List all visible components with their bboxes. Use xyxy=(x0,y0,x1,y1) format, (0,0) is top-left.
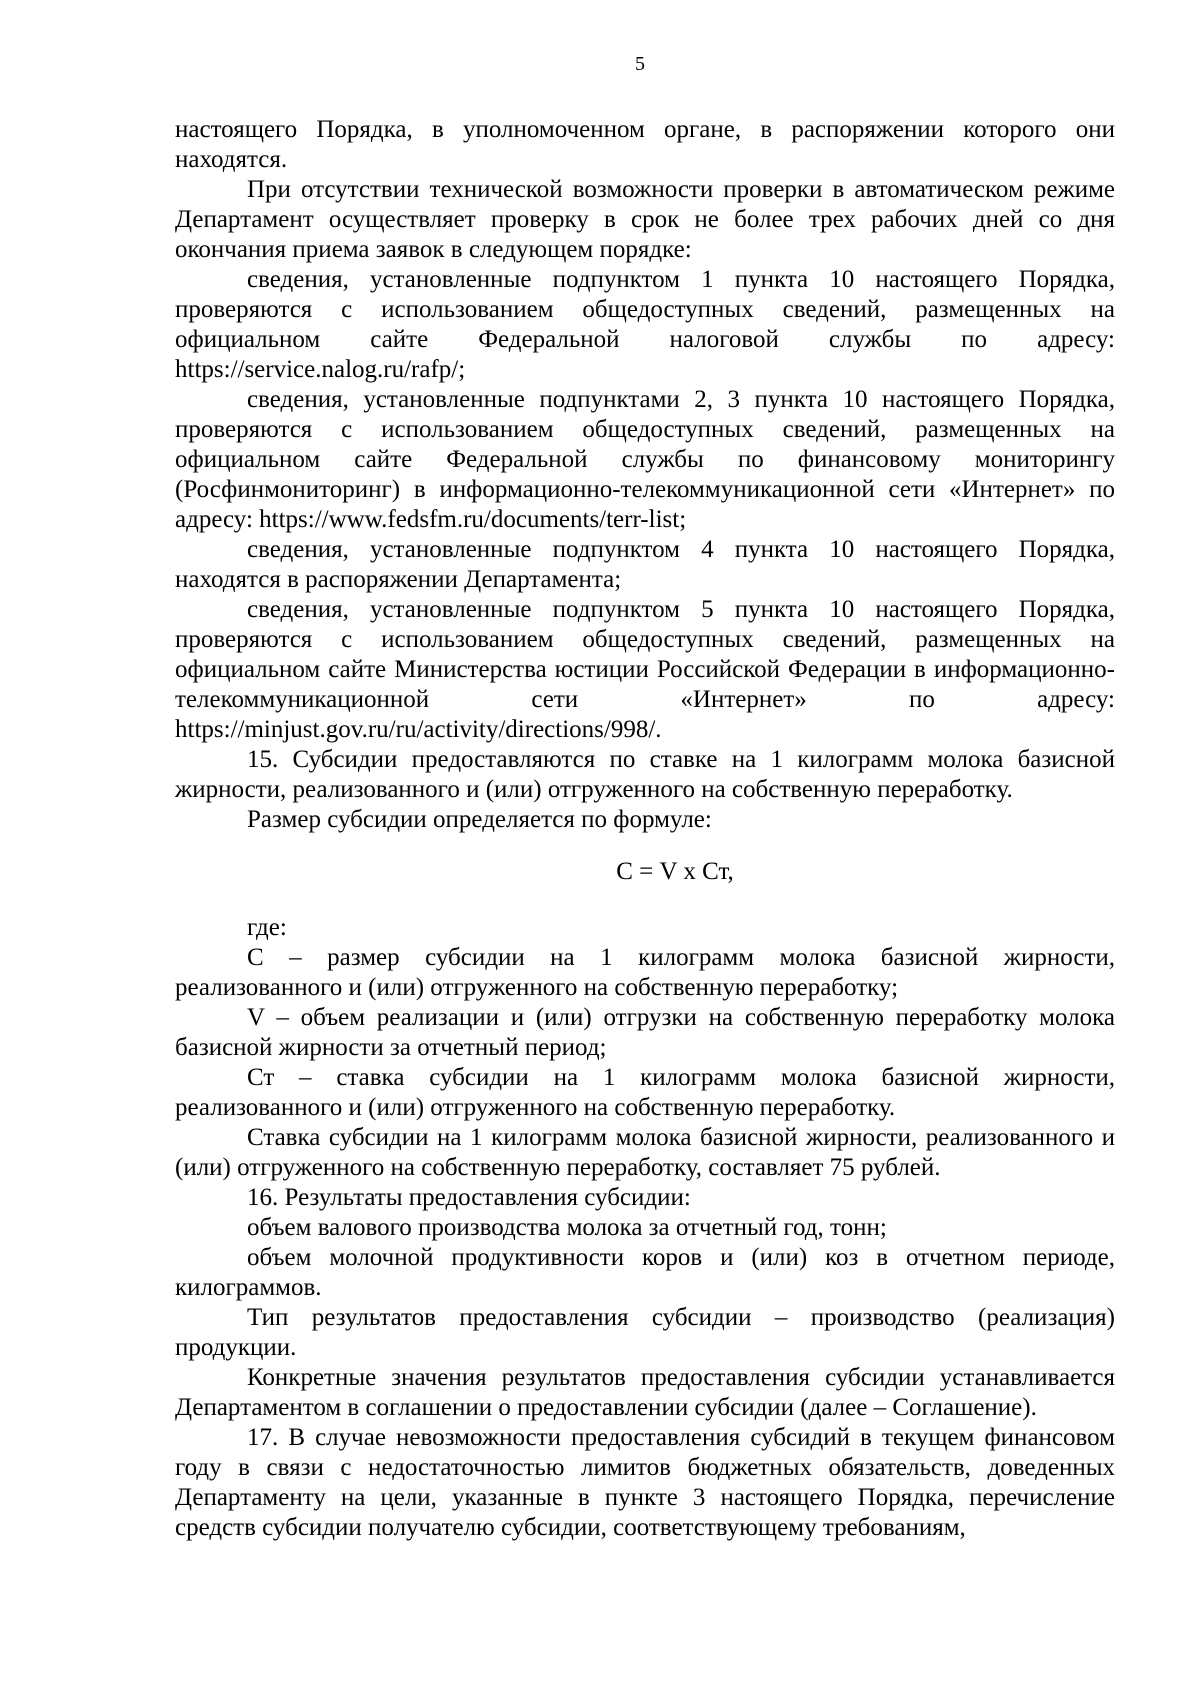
paragraph: При отсутствии технической возможности проверки в автоматическом режиме Департамент осуществляет проверку в срок не более трех рабочих дней со дня окончания приема заявок в следующем порядке: xyxy=(175,176,1115,263)
paragraph: 16. Результаты предоставления субсидии: xyxy=(247,1184,691,1211)
paragraph: Ставка субсидии на 1 килограмм молока базисной жирности, реализованного и (или) отгруженного на собственную переработку, составляет 75 рублей. xyxy=(175,1124,1115,1181)
paragraph: С – размер субсидии на 1 килограмм молока базисной жирности, реализованного и (или) отгруженного на собственную переработку; xyxy=(175,944,1115,1001)
paragraph: 17. В случае невозможности предоставления субсидий в текущем финансовом году в связи с недостаточностью лимитов бюджетных обязательств, доведенных Департаменту на цели, указанные в пункте 3 настоящего Порядка, перечисление средств субсидии получателю субсидии, соответствующему требованиям, xyxy=(175,1424,1115,1541)
paragraph: объем валового производства молока за отчетный год, тонн; xyxy=(247,1214,887,1241)
document-body xyxy=(175,115,1115,1543)
paragraph: Тип результатов предоставления субсидии – производство (реализация) продукции. xyxy=(175,1304,1115,1361)
paragraph: где: xyxy=(247,914,287,941)
page-number: 5 xyxy=(635,53,645,75)
paragraph: объем молочной продуктивности коров и (или) коз в отчетном периоде, килограммов. xyxy=(175,1244,1115,1301)
paragraph: сведения, установленные подпунктами 2, 3 пункта 10 настоящего Порядка, проверяются с использованием общедоступных сведений, размещенных на официальном сайте Федеральной службы по финансовому мониторингу (Росфинмониторинг) в информационно-телекоммуникационной сети «Интернет» по адресу: https://www.fedsfm.ru/documents/terr-list; xyxy=(175,386,1115,533)
paragraph: настоящего Порядка, в уполномоченном органе, в распоряжении которого они находятся. xyxy=(175,116,1115,173)
paragraph: V – объем реализации и (или) отгрузки на собственную переработку молока базисной жирности за отчетный период; xyxy=(175,1004,1115,1061)
paragraph: сведения, установленные подпунктом 5 пункта 10 настоящего Порядка, проверяются с использованием общедоступных сведений, размещенных на официальном сайте Министерства юстиции Российской Федерации в информационно-телекоммуникационной сети «Интернет» по адресу: https://minjust.gov.ru/ru/activity/directions/998/. xyxy=(175,596,1115,743)
paragraph: Конкретные значения результатов предоставления субсидии устанавливается Департаментом в соглашении о предоставлении субсидии (далее – Соглашение). xyxy=(175,1364,1115,1421)
paragraph: 15. Субсидии предоставляются по ставке на 1 килограмм молока базисной жирности, реализованного и (или) отгруженного на собственную переработку. xyxy=(175,746,1115,803)
paragraph: сведения, установленные подпунктом 4 пункта 10 настоящего Порядка, находятся в распоряжении Департамента; xyxy=(175,536,1115,593)
formula: С = V х Ст, xyxy=(616,858,734,885)
paragraph: Размер субсидии определяется по формуле: xyxy=(247,806,712,833)
paragraph: Ст – ставка субсидии на 1 килограмм молока базисной жирности, реализованного и (или) отгруженного на собственную переработку. xyxy=(175,1064,1115,1121)
paragraph: сведения, установленные подпунктом 1 пункта 10 настоящего Порядка, проверяются с использованием общедоступных сведений, размещенных на официальном сайте Федеральной налоговой службы по адресу: https://service.nalog.ru/rafp/; xyxy=(175,266,1115,383)
